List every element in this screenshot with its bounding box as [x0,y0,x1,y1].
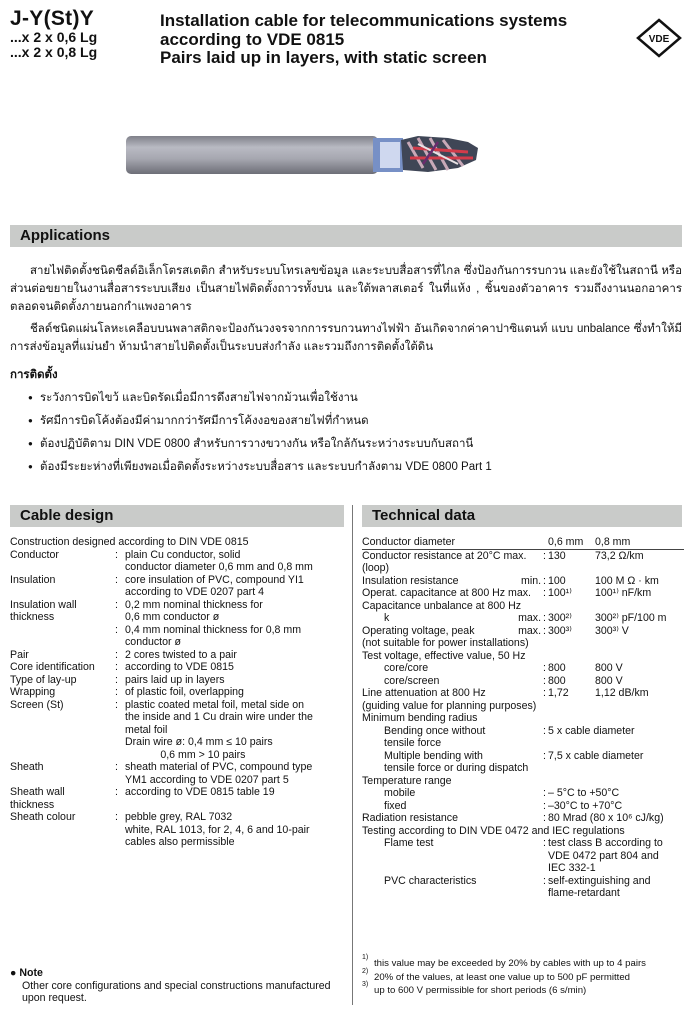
design-separator [115,824,125,837]
technical-row [362,625,684,638]
design-separator: : [115,661,118,673]
technical-label: k [384,612,390,624]
cable-design-table [10,536,346,849]
technical-separator: : [543,662,546,674]
technical-qualifier: min. [521,574,542,587]
design-row [10,574,346,587]
technical-label: Operating voltage, peak [362,624,475,637]
technical-row [362,612,684,625]
design-label: Sheath wall [10,786,65,798]
footnote [362,954,684,970]
technical-value: 100¹⁾ nF/km [595,587,652,599]
technical-value: 73,2 Ω/km [595,549,644,562]
design-separator: : [115,686,118,698]
design-label [10,724,115,737]
note-title: Note [19,967,43,979]
design-label [10,824,115,837]
design-label: thickness [10,798,55,811]
design-label [10,636,115,649]
technical-label-cell [362,562,548,575]
technical-value: 5 x cable diameter [548,724,635,737]
design-separator: : [115,811,118,823]
technical-value: 800 V [595,662,623,674]
technical-label-cell [362,712,548,725]
column-label: 0,8 mm [595,536,631,548]
installation-item: ● ต้องปฏิบัติตาม DIN VDE 0800 สำหรับการวางขวางกัน หรือใกล้กันระหว่างระบบกับสถานี [10,435,682,453]
product-code [10,8,97,59]
technical-row [362,550,684,563]
technical-row [362,587,684,600]
technical-label: Insulation resistance [362,574,459,587]
technical-label-cell [362,800,548,813]
design-row [10,774,346,787]
design-value: of plastic foil, overlapping [125,686,244,698]
technical-label-cell [362,550,548,563]
design-value: white, RAL 1013, for 2, 4, 6 and 10-pair [125,823,310,836]
title-line: according to VDE 0815 [160,29,345,49]
technical-qualifier: max. [518,624,542,637]
footnotes [362,956,684,997]
design-label [10,836,115,849]
technical-label: Line attenuation at 800 Hz [362,687,486,699]
design-separator [115,636,125,649]
technical-label-cell [362,650,548,663]
technical-label: Test voltage, effective value, 50 Hz [362,649,526,662]
technical-row [362,712,684,725]
technical-label-cell [362,625,548,638]
footnote-text: this value may be exceeded by 20% by cables with up to 4 pairs [374,958,646,969]
design-separator [115,749,125,762]
design-separator: : [115,698,118,711]
technical-label: Conductor resistance at 20°C max. [362,549,527,562]
technical-label-cell [362,637,548,650]
technical-label: Radiation resistance [362,812,458,824]
design-separator: : [115,573,118,586]
technical-value: 100¹⁾ [548,587,572,599]
design-value: conductor ø [125,636,181,648]
technical-row [362,637,684,650]
design-row [10,749,346,762]
design-row [10,636,346,649]
design-row [10,736,346,749]
column-label: 0,6 mm [548,536,584,548]
technical-separator: : [543,587,546,599]
technical-label-cell [362,875,548,888]
technical-value: flame-retardant [548,887,620,899]
footnote [362,981,684,997]
technical-row [362,762,684,775]
design-label: Sheath [10,761,44,773]
technical-row [362,775,684,788]
technical-value: 80 Mrad (80 x 10⁶ cJ/kg) [548,812,664,824]
technical-row [362,662,684,675]
technical-separator: : [543,687,546,699]
design-row [10,724,346,737]
technical-value: 100 [548,574,566,587]
technical-row [362,600,684,613]
note-block: ● Note Other core configurations and special constructions manufactured upon request. [10,967,340,1005]
design-label [10,561,115,574]
technical-row [362,787,684,800]
technical-label: (guiding value for planning purposes) [362,699,537,712]
technical-row [362,825,684,838]
technical-value: –30°C to +70°C [548,799,623,812]
technical-label-cell [362,675,548,688]
technical-value: 7,5 x cable diameter [548,749,644,762]
technical-qualifier: max. [518,612,542,624]
technical-label-cell [362,787,548,800]
technical-separator: : [543,549,546,562]
design-separator [115,586,125,599]
technical-row [362,650,684,663]
technical-label-cell [362,662,548,675]
technical-value: VDE 0472 part 804 and [548,849,659,862]
design-row [10,561,346,574]
design-separator: : [115,786,118,798]
footnote-mark: 1) [362,954,369,961]
technical-separator: : [543,574,546,587]
column-label: Conductor diameter [362,536,456,548]
technical-label-cell [362,575,548,588]
design-row [10,611,346,624]
technical-value: 800 [548,662,566,674]
design-value: 0,4 mm nominal thickness for 0,8 mm [125,623,302,636]
design-label [10,749,115,762]
technical-label-cell [362,812,548,825]
footnote-mark: 3) [362,981,369,988]
design-value: sheath material of PVC, compound type [125,761,313,773]
design-label: Conductor [10,548,59,561]
technical-label: core/core [384,662,429,674]
design-separator [115,774,125,787]
technical-value: 1,12 dB/km [595,687,649,699]
technical-label: Multiple bending with [384,749,483,762]
design-value: 2 cores twisted to a pair [125,648,237,661]
technical-separator: : [543,624,546,637]
technical-label: (not suitable for power installations) [362,637,529,649]
design-label: Pair [10,648,29,661]
technical-value: 100 M Ω · km [595,574,659,587]
technical-separator: : [543,799,546,812]
technical-label-cell [362,700,548,713]
technical-row [362,725,684,738]
design-row [10,599,346,612]
technical-label-cell [362,687,548,700]
technical-value: 300²⁾ pF/100 m [595,612,667,624]
design-value: pairs laid up in layers [125,673,225,686]
technical-label-cell [362,612,548,625]
title-line: Installation cable for telecommunications systems [160,11,568,30]
design-label: Insulation wall [10,598,77,611]
design-row [10,586,346,599]
technical-label: Flame test [384,837,434,849]
technical-label-cell [362,737,548,750]
design-intro: Construction designed according to DIN VDE 0815 [10,536,249,548]
design-separator [115,736,125,749]
installation-list [10,389,682,476]
design-separator [115,611,125,624]
design-separator: : [115,648,118,661]
cable-photo [118,124,558,184]
installation-item: ● ต้องมีระยะห่างที่เพียงพอเมื่อติดตั้งระหว่างระบบสื่อสาร และระบบกำลังตาม VDE 0800 Part 1 [10,458,682,476]
design-value: plain Cu conductor, solid [125,548,241,561]
design-row [10,799,346,812]
technical-label: PVC characteristics [384,874,477,887]
technical-label-cell [362,587,548,600]
design-value: according to VDE 0207 part 4 [125,586,264,598]
design-row [10,786,346,799]
design-separator [115,724,125,737]
technical-label-cell [362,850,548,863]
design-value: metal foil [125,723,168,736]
technical-row [362,675,684,688]
applications-heading: Applications [10,225,682,247]
technical-separator: : [543,787,546,799]
design-label [10,624,115,637]
installation-item: ● ระวังการบิดไขว้ และบิดรัดเมื่อมีการดึงสายไฟจากม้วนเพื่อใช้งาน [10,389,682,407]
technical-label-cell [362,775,548,788]
technical-row [362,837,684,850]
design-value: 0,2 mm nominal thickness for [125,598,263,611]
technical-row [362,737,684,750]
svg-text:VDE: VDE [648,34,670,45]
column-divider [352,505,353,1005]
design-label [10,736,115,749]
technical-label: Capacitance unbalance at 800 Hz [362,599,522,612]
footnote-text: 20% of the values, at least one value up to 500 pF permitted [374,971,630,983]
design-label: thickness [10,611,55,623]
technical-row [362,750,684,763]
design-row [10,674,346,687]
technical-label-cell [362,762,548,775]
design-separator: : [115,623,118,636]
design-value: 0,6 mm conductor ø [125,611,220,623]
design-separator: : [115,548,118,561]
technical-value: 300³⁾ [548,624,572,637]
technical-row [362,687,684,700]
title-line: Pairs laid up in layers, with static screen [160,48,487,67]
technical-separator: : [543,837,546,849]
installation-heading: การติดตั้ง [10,369,58,381]
design-label [10,711,115,724]
design-label: Wrapping [10,686,56,698]
design-value: 0,6 mm > 10 pairs [125,748,246,761]
technical-separator: : [543,674,546,687]
technical-separator: : [543,812,546,824]
technical-value: 130 [548,549,566,562]
design-value: the inside and 1 Cu drain wire under the [125,711,313,723]
technical-value: 800 V [595,674,623,687]
vde-logo [636,18,682,58]
technical-separator: : [543,749,546,762]
footnote-text: up to 600 V permissible for short periods (6 s/min) [374,985,587,996]
design-row [10,699,346,712]
design-row [10,711,346,724]
technical-label: (loop) [362,562,390,574]
technical-row [362,875,684,888]
model-name: J-Y(St)Y [10,7,95,30]
footnote-mark: 2) [362,967,369,975]
technical-separator: : [543,874,546,887]
design-separator [115,561,125,574]
technical-value: test class B according to [548,837,663,849]
technical-value: 1,72 [548,687,569,699]
cable-design-heading: Cable design [10,505,344,527]
design-value: according to VDE 0815 table 19 [125,786,275,798]
technical-value: IEC 332-1 [548,862,596,874]
technical-row [362,700,684,713]
technical-label: tensile force or during dispatch [384,762,529,774]
design-separator [115,836,125,849]
technical-value: 800 [548,674,566,687]
technical-label: tensile force [384,737,442,749]
technical-value: self-extinguishing and [548,874,651,887]
design-separator: : [115,673,118,686]
technical-label: fixed [384,799,407,812]
design-label: Type of lay-up [10,673,77,686]
design-row [10,549,346,562]
design-row [10,836,346,849]
technical-label: Testing according to DIN VDE 0472 and IEC regulations [362,824,625,837]
design-value: core insulation of PVC, compound YI1 [125,573,304,586]
technical-label-cell [362,887,548,900]
design-value: YM1 according to VDE 0207 part 5 [125,773,289,786]
design-separator [115,711,125,724]
applications-text [10,262,682,476]
variant-line: ...x 2 x 0,8 Lg [10,44,98,60]
technical-separator: : [543,612,546,624]
technical-data-heading: Technical data [362,505,682,527]
technical-row [362,862,684,875]
design-value: conductor diameter 0,6 mm and 0,8 mm [125,561,313,573]
technical-label: mobile [384,787,416,799]
design-label: Sheath colour [10,811,76,823]
technical-label-cell [362,837,548,850]
design-label: Screen (St) [10,698,64,711]
technical-label: Temperature range [362,774,452,787]
technical-row [362,887,684,900]
design-row [10,686,346,699]
technical-row [362,575,684,588]
technical-label-cell [362,725,548,738]
design-row [10,624,346,637]
design-label [10,586,115,599]
installation-item: ● รัศมีการบิดโค้งต้องมีค่ามากกว่ารัศมีการโค้งงอของสายไฟที่กำหนด [10,412,682,430]
technical-label-cell [362,600,548,613]
design-separator: : [115,598,118,611]
product-title [160,12,567,68]
technical-label: Minimum bending radius [362,712,478,724]
design-label [10,774,115,787]
footnote [362,967,684,984]
technical-row [362,800,684,813]
technical-label: Operat. capacitance at 800 Hz max. [362,587,531,599]
technical-value: – 5°C to +50°C [548,787,620,799]
technical-label-cell [362,862,548,875]
design-row [10,811,346,824]
applications-paragraph: ชีลด์ชนิดแผ่นโลหะเคลือบบนพลาสติกจะป้องกันวงจรจากการรบกวนทางไฟฟ้า อันเกิดจากค่าคาปาซิแตนท์ แบบ unbalance ซึ่งทำให้มีการส่งข้อมูลที่แม่นยำ ห้ามนำสายไปติดตั้งเป็นระบบส่งกำลัง และรวมถึงการติดตั้งใต้ดิน [10,323,682,353]
design-value: Drain wire ø: 0,4 mm ≤ 10 pairs [125,736,273,748]
note-text: Other core configurations and special constructions manufactured upon request. [22,979,331,1004]
variant-line: ...x 2 x 0,6 Lg [10,29,98,45]
design-value: pebble grey, RAL 7032 [125,811,233,823]
technical-data-table [362,536,684,900]
design-value: according to VDE 0815 [125,661,234,673]
technical-label: core/screen [384,674,440,687]
technical-label-cell [362,750,548,763]
technical-value: 300²⁾ [548,612,572,624]
technical-header-row [362,536,684,550]
technical-separator: : [543,724,546,737]
technical-label: Bending once without [384,724,486,737]
design-row [10,661,346,674]
technical-value: 300³⁾ V [595,624,629,637]
design-label: Insulation [10,573,56,586]
design-value: plastic coated metal foil, metal side on [125,698,305,711]
technical-row [362,850,684,863]
applications-paragraph: สายไฟติดตั้งชนิดชีลด์อิเล็กโตรสเตติก สำหรับระบบโทรเลขข้อมูล และระบบสื่อสารที่ไกล ซึ่งป้องกันการรบกวน และยังใช้ในสถานี หรือส่วนต่อขยายในงานสื่อสารระบบเสียง เป็นสายไฟติดตั้งถาวรทั้งบน และใต้พลาสเตอร์ ในที่แห้ง , ชิ้นของตัวอาคาร รวมถึงงานนอกอาคารตลอดจนติดตั้งภายนอกกำแพงอาคาร [10,265,682,313]
design-separator: : [115,761,118,773]
technical-row [362,562,684,575]
design-row [10,649,346,662]
design-value: cables also permissible [125,836,235,848]
technical-row [362,812,684,825]
design-label: Core identification [10,661,95,673]
design-row [10,824,346,837]
design-row [10,761,346,774]
